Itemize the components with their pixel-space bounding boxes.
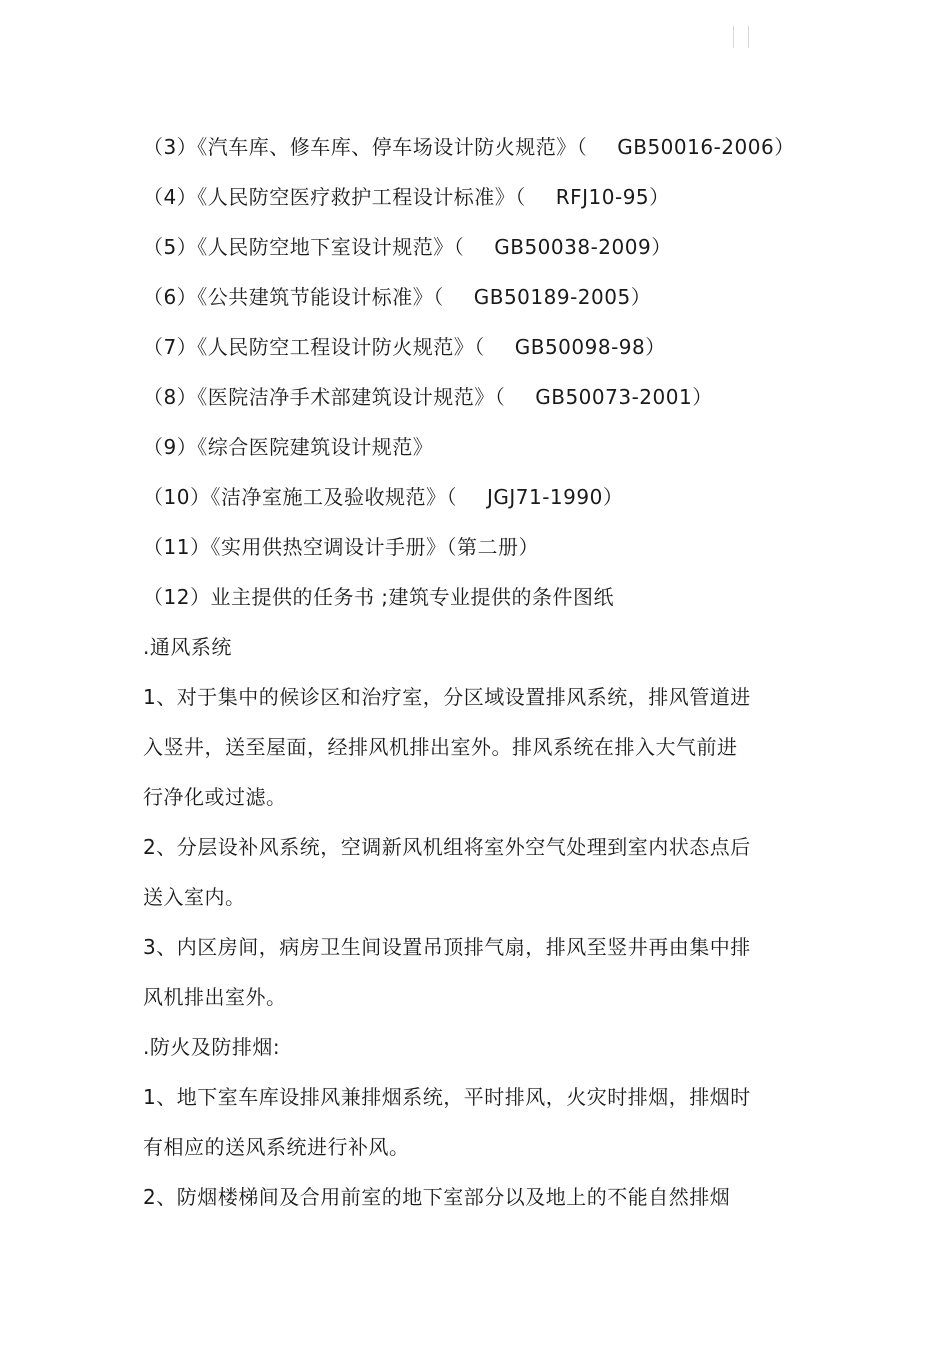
reference-code: GB50189-2005） <box>473 285 652 309</box>
reference-number: （7） <box>143 335 198 359</box>
reference-title: 《洁净室施工及验收规范》（ <box>210 485 457 509</box>
reference-code: RFJ10-95） <box>555 185 670 209</box>
paragraph-line: 入竖井，送至屋面，经排风机排出室外。排风系统在排入大气前进 <box>143 735 738 759</box>
paragraph-line: 风机排出室外。 <box>143 985 287 1009</box>
reference-number: （5） <box>143 235 198 259</box>
reference-item <box>143 472 783 522</box>
reference-title: 《医院洁净手术部建筑设计规范》（ <box>197 385 506 409</box>
reference-title: 《人民防空医疗救护工程设计标准》（ <box>197 185 526 209</box>
reference-code: GB50016-2006） <box>617 135 795 159</box>
section-heading-ventilation: .通风系统 <box>143 635 232 659</box>
reference-item <box>143 172 783 222</box>
reference-code: GB50073-2001） <box>535 385 713 409</box>
reference-number: （6） <box>143 285 198 309</box>
paragraph-line: 3、内区房间，病房卫生间设置吊顶排气扇，排风至竖井再由集中排 <box>143 935 751 959</box>
paragraph-line: 有相应的送风系统进行补风。 <box>143 1135 410 1159</box>
reference-title: 《汽车库、修车库、停车场设计防火规范》（ <box>197 135 588 159</box>
paragraph-line: 送入室内。 <box>143 885 246 909</box>
reference-item <box>143 372 783 422</box>
reference-title: 业主提供的任务书 ;建筑专业提供的条件图纸 <box>210 585 615 609</box>
reference-number: （11） <box>143 535 211 559</box>
reference-title: 《综合医院建筑设计规范》 <box>197 435 434 459</box>
reference-number: （4） <box>143 185 198 209</box>
reference-item <box>143 322 783 372</box>
reference-item <box>143 272 783 322</box>
paragraph-line: 2、分层设补风系统，空调新风机组将室外空气处理到室内状态点后 <box>143 835 751 859</box>
paragraph-line: 行净化或过滤。 <box>143 785 287 809</box>
reference-number: （10） <box>143 485 211 509</box>
reference-title: 《人民防空地下室设计规范》（ <box>197 235 465 259</box>
reference-number: （9） <box>143 435 198 459</box>
reference-item <box>143 572 783 622</box>
reference-code: GB50098-98） <box>514 335 666 359</box>
reference-number: （3） <box>143 135 198 159</box>
reference-item <box>143 422 783 472</box>
reference-code: GB50038-2009） <box>494 235 672 259</box>
reference-item <box>143 122 795 172</box>
reference-title: 《公共建筑节能设计标准》（ <box>197 285 444 309</box>
document-body <box>143 122 795 1222</box>
paragraph-line: 1、对于集中的候诊区和治疗室，分区域设置排风系统，排风管道进 <box>143 685 751 709</box>
reference-code: JGJ71-1990） <box>486 485 624 509</box>
paragraph-line: 2、防烟楼梯间及合用前室的地下室部分以及地上的不能自然排烟 <box>143 1185 731 1209</box>
reference-item <box>143 522 783 572</box>
paragraph-line: 1、地下室车库设排风兼排烟系统，平时排风，火灾时排烟，排烟时 <box>143 1085 751 1109</box>
reference-title: 《实用供热空调设计手册》（第二册） <box>210 535 539 559</box>
page-corner-mark <box>733 26 749 48</box>
section-heading-fire: .防火及防排烟: <box>143 1035 281 1059</box>
reference-item <box>143 222 783 272</box>
reference-number: （8） <box>143 385 198 409</box>
reference-title: 《人民防空工程设计防火规范》（ <box>197 335 485 359</box>
reference-number: （12） <box>143 585 211 609</box>
